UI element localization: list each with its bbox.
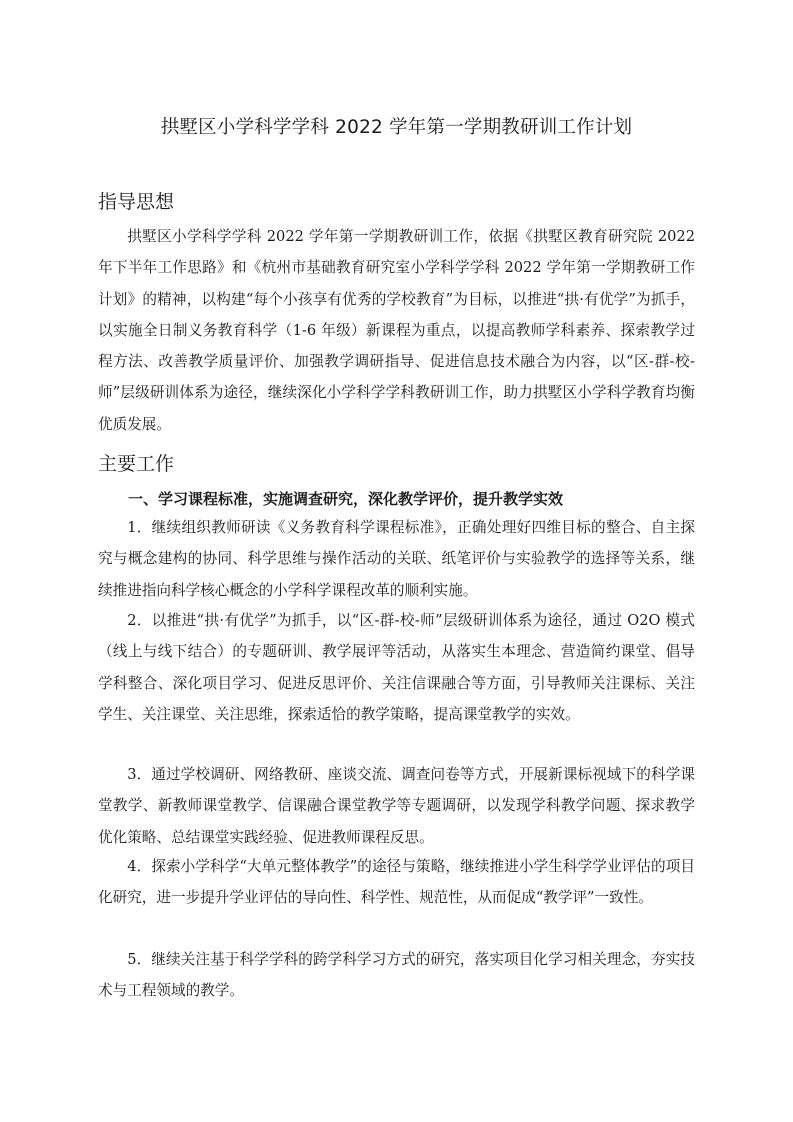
section-heading-guiding-ideology: 指导思想 <box>98 191 175 213</box>
section-heading-main-work: 主要工作 <box>98 453 175 475</box>
main-work-item-3: 3．通过学校调研、网络教研、座谈交流、调查问卷等方式，开展新课标视域下的科学课堂教学、新教师课堂教学、信课融合课堂教学等专题调研，以发现学科教学问题、探求教学优化策略、总结课堂实践经验、促进教师课程反思。 <box>98 766 695 846</box>
main-work-item-4: 4．探索小学科学“大单元整体教学”的途径与策略，继续推进小学生科学学业评估的项目化研究，进一步提升学业评估的导向性、科学性、规范性，从而促成“教学评”一致性。 <box>98 858 695 907</box>
guiding-ideology-paragraph: 拱墅区小学科学学科 2022 学年第一学期教研训工作，依据《拱墅区教育研究院 2022 年下半年工作思路》和《杭州市基础教育研究室小学科学学科 2022 学年第一学期教研工作计划》的精神，以构建“每个小孩享有优秀的学校教育”为目标，以推进“拱·有优学”为抓手，以实施全日制义务教育科学（1-6 年级）新课程为重点，以提高教师学科素养、探索教学过程方法、改善教学质量评价、加强教学调研指导、促进信息技术融合为内容，以“区-群-校-师”层级研训体系为途径，继续深化小学科学学科教研训工作，助力拱墅区小学科学教育均衡优质发展。 <box>98 228 695 433</box>
main-work-subheading-1: 一、学习课程标准，实施调查研究，深化教学评价，提升教学实效 <box>128 490 564 508</box>
main-work-item-1: 1．继续组织教师研读《义务教育科学课程标准》，正确处理好四维目标的整合、自主探究与概念建构的协同、科学思维与操作活动的关联、纸笔评价与实验教学的选择等关系，继续推进指向科学核心概念的小学科学课程改革的顺利实施。 <box>98 519 695 599</box>
main-work-item-2: 2．以推进“拱·有优学”为抓手，以“区-群-校-师”层级研训体系为途径，通过 O2O 模式（线上与线下结合）的专题研训、教学展评等活动，从落实生本理念、营造简约课堂、倡导学科整合、深化项目学习、促进反思评价、关注信课融合等方面，引导教师关注课标、关注学生、关注课堂、关注思维，探索适恰的教学策略，提高课堂教学的实效。 <box>98 612 695 723</box>
main-work-item-5: 5．继续关注基于科学学科的跨学科学习方式的研究，落实项目化学习相关理念，夯实技术与工程领域的教学。 <box>98 951 695 1000</box>
document-title: 拱墅区小学科学学科 2022 学年第一学期教研训工作计划 <box>160 117 633 138</box>
